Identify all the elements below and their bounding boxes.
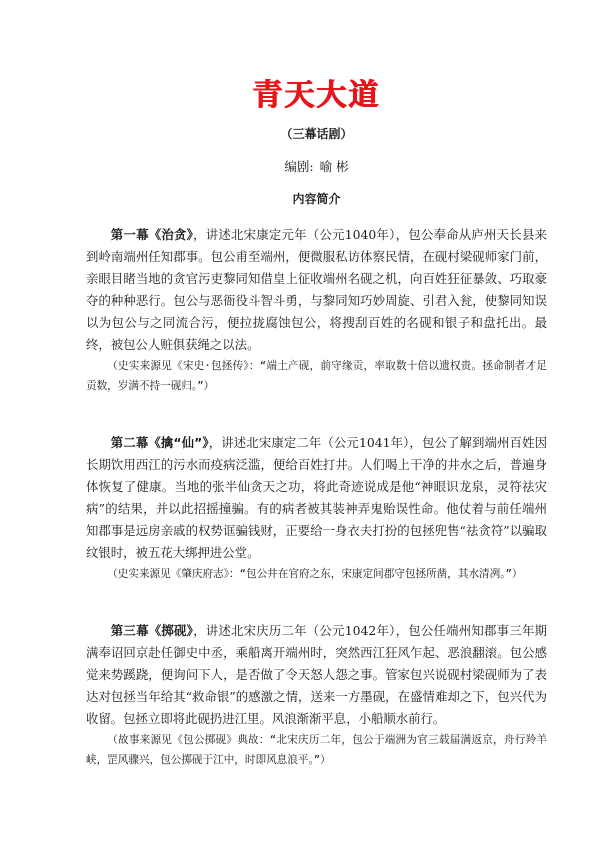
act-two-body: ，讲述北宋康定二年（公元1041年），包公了解到端州百姓因长期饮用西江的污水而疫病泛滥，便给百姓打井。人们喝上干净的井水之后，普遍身体恢复了健康。当地的张半仙贪天之功，将此奇迹说成是他“神眼识龙泉，灵符祛灾病”的结果，并以此招摇撞骗。有的病者被其装神弄鬼贻误性命。他仗着与前任端州知郡事是远房亲戚的权势诓骗钱财，正要给一身衣夫打扮的包拯兜售“祛贪符”以骗取纹银时，被五花大绑押进公堂。	[86, 435, 547, 560]
act-three-source: （故事来源见《包公掷砚》典故：“北宋庆历二年，包公于端洲为官三载届满返京，舟行羚羊峡，罡风骤兴，包公掷砚于江中，时即风息浪平。”）	[86, 734, 547, 766]
act-one-heading: 第一幕《治贪》	[110, 227, 194, 242]
act-two-section	[86, 432, 547, 584]
author-line	[86, 159, 547, 175]
author-label: 编剧:	[284, 159, 314, 174]
act-three-body: ，讲述北宋庆历二年（公元1042年），包公任端州知郡事三年期满奉诏回京赴任御史中丞，乘船离开端州时，突然西江狂风乍起、恶浪翻滚。包公感觉来势蹊跷，便询问下人，是否做了令天怒人怨之事。管家包兴说砚村梁砚师为了表达对包拯当年给其“救命银”的感激之情，送来一方墨砚，在盛情难却之下，包兴代为收留。包拯立即将此砚扔进江里。风浪渐渐平息，小船顺水前行。	[86, 623, 547, 726]
author-name: 喻 彬	[319, 159, 349, 174]
summary-heading: 内容简介	[292, 192, 341, 206]
act-three-paragraph	[86, 620, 547, 730]
act-two-source: （史实来源见《肇庆府志》：“包公井在官府之东，宋康定间郡守包拯所凿，其水清冽。”）	[107, 568, 523, 580]
act-three-section	[86, 620, 547, 770]
act-one-section	[86, 224, 547, 396]
act-three-heading: 第三幕《掷砚》	[110, 623, 194, 638]
act-two-heading: 第二幕《擒“仙”》	[110, 435, 209, 450]
document-title: 青天大道	[252, 78, 381, 113]
act-one-source: （史实来源见《宋史·包拯传》：“端土产砚，前守缘贡，率取数十倍以遗权贵。拯命制者才足贡数，岁满不持一砚归。”）	[86, 360, 547, 392]
act-two-paragraph	[86, 432, 547, 564]
document-subtitle: （三幕话剧）	[280, 127, 353, 141]
act-one-paragraph	[86, 224, 547, 356]
act-one-body: ，讲述北宋康定元年（公元1040年），包公奉命从庐州天长县来到岭南端州任知郡事。包公甫至端州，便微服私访体察民情，在砚村梁砚师家门前，亲眼目睹当地的贪官污吏黎同知借皇上征收端州名砚之机，向百姓狂征暴敛、巧取豪夺的种种恶行。包公与恶衙役斗智斗勇，与黎同知巧妙周旋、引君入瓮，使黎同知误以为包公与之同流合污，便拉拢腐蚀包公，将搜刮百姓的名砚和银子和盘托出。最终，被包公人赃俱获绳之以法。	[86, 227, 547, 352]
